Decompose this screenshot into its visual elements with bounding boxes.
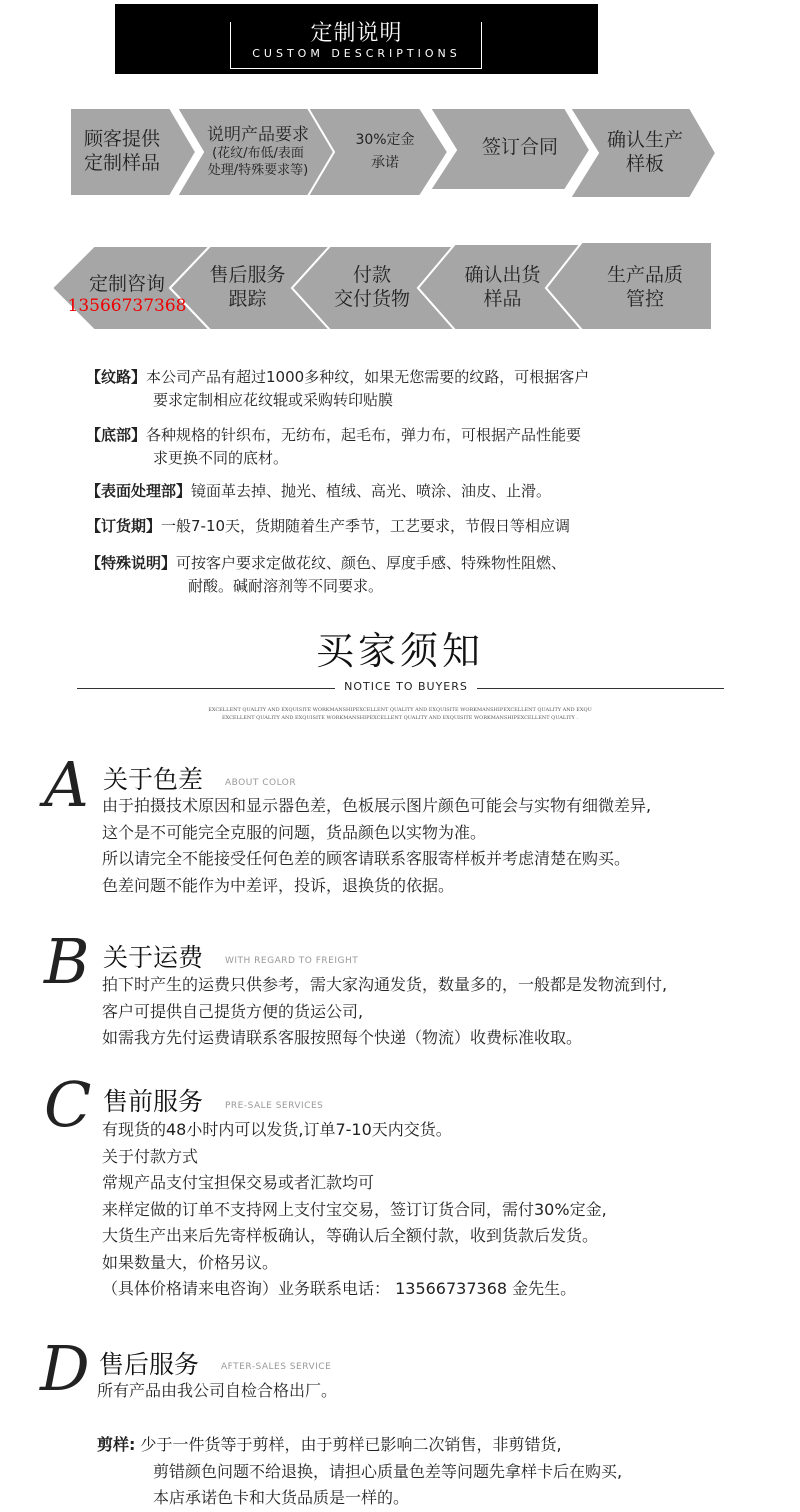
spec-surface: 【表面处理部】镜面革去掉、抛光、植绒、高光、喷涂、油皮、止滑。 [86, 482, 552, 500]
tagline-line-1: EXCELLENT QUALITY AND EXQUISITE WORKMANSHIPEXCELLENT QUALITY AND EXQUISITE WORKMANSHIPEXCELLENT QUALITY AND EXQU [208, 707, 592, 713]
flow-step-after-sales: 售后服务 跟踪 [209, 264, 286, 310]
section-letter-b: B [44, 925, 90, 998]
section-letter-a: A [44, 748, 89, 821]
flow-step-quality-control: 生产品质 管控 [606, 264, 683, 310]
flow-step-sign-contract: 签订合同 [481, 136, 558, 159]
section-title-aftersale: 售后服务 [99, 1350, 200, 1379]
spec-pattern: 【纹路】本公司产品有超过1000多种纹，如果无您需要的纹路，可根据客户 要求定制相应花纹辊或采购转印贴膜 [86, 368, 590, 409]
section-letter-c: C [44, 1068, 92, 1141]
flow-step-consult: 定制咨询 13566737368 [67, 272, 187, 317]
cut-sample-note: 剪样: 少于一件货等于剪样，由于剪样已影响二次销售，非剪错货, 剪错颜色问题不给退换，请担心质量色差等问题先拿样卡后在购买, 本店承诺色卡和大货品质是一样的。 [97, 1435, 623, 1507]
spec-delivery: 【订货期】一般7-10天，货期随着生产季节，工艺要求，节假日等相应调 [86, 517, 571, 535]
buyers-notice-title: 买家须知 [315, 629, 484, 673]
flow-step-payment: 付款 交付货物 [333, 264, 410, 310]
buyers-notice-subtitle: NOTICE TO BUYERS [335, 680, 477, 693]
flow-step-explain-requirements: 说明产品要求 (花纹/布低/表面 处理/特殊要求等) [207, 125, 309, 178]
section-title-freight: 关于运费 [103, 943, 204, 972]
flow-step-confirm-sample: 确认生产 样板 [606, 129, 683, 175]
section-body-aftersale: 所有产品由我公司自检合格出厂。 [97, 1381, 338, 1400]
flow-step-confirm-shipment: 确认出货 样品 [464, 264, 541, 310]
consult-phone: 13566737368 [67, 296, 187, 317]
spec-backing: 【底部】各种规格的针织布，无纺布，起毛布，弹力布，可根据产品性能要 求更换不同的底材。 [86, 426, 582, 467]
section-en-freight: WITH REGARD TO FREIGHT [225, 956, 359, 966]
section-letter-d: D [40, 1332, 90, 1405]
flow-step-provide-sample: 顾客提供 定制样品 [83, 128, 160, 174]
section-en-presale: PRE-SALE SERVICES [225, 1101, 324, 1111]
banner-subtitle: CUSTOM DESCRIPTIONS [252, 47, 461, 60]
section-body-freight: 拍下时产生的运费只供参考，需大家沟通发货，数量多的，一般都是发物流到付, 客户可提供自己提货方便的货运公司, 如需我方先付运费请联系客服按照每个快递（物流）收费标准收取。 [102, 975, 668, 1047]
section-title-presale: 售前服务 [103, 1087, 204, 1116]
tagline-line-2: EXCELLENT QUALITY AND EXQUISITE WORKMANSHIPEXCELLENT QUALITY AND EXQUISITE WORKMANSHIPEXCELLENT QUALITY . [221, 715, 579, 721]
cut-sample-label: 剪样: [97, 1435, 136, 1454]
section-en-aftersale: AFTER-SALES SERVICE [221, 1362, 332, 1372]
section-title-color: 关于色差 [103, 765, 204, 794]
spec-special: 【特殊说明】可按客户要求定做花纹、颜色、厚度手感、特殊物性阻燃、 耐酸。碱耐溶剂等不同要求。 [86, 554, 567, 595]
flow-step-deposit: 30%定金 承诺 [355, 131, 415, 171]
section-en-color: ABOUT COLOR [225, 778, 297, 788]
banner-title: 定制说明 [302, 21, 410, 46]
section-body-color: 由于拍摄技术原因和显示器色差，色板展示图片颜色可能会与实物有细微差异, 这个是不可能完全克服的问题，货品颜色以实物为准。 所以请完全不能接受任何色差的顾客请联系客服寄样板并考虑清楚在购买。 色差问题不能作为中差评，投诉，退换货的依据。 [102, 796, 652, 895]
section-body-presale: 有现货的48小时内可以发货,订单7-10天内交货。 关于付款方式 常规产品支付宝担保交易或者汇款均可 来样定做的订单不支持网上支付宝交易，签订订货合同，需付30%定金, 大货生产出来后先寄样板确认，等确认后全额付款，收到货款后发货。 如果数量大，价格另议。 （具体价格请来电咨询）业务联系电话： 13566737368 金先生。 [102, 1120, 607, 1298]
